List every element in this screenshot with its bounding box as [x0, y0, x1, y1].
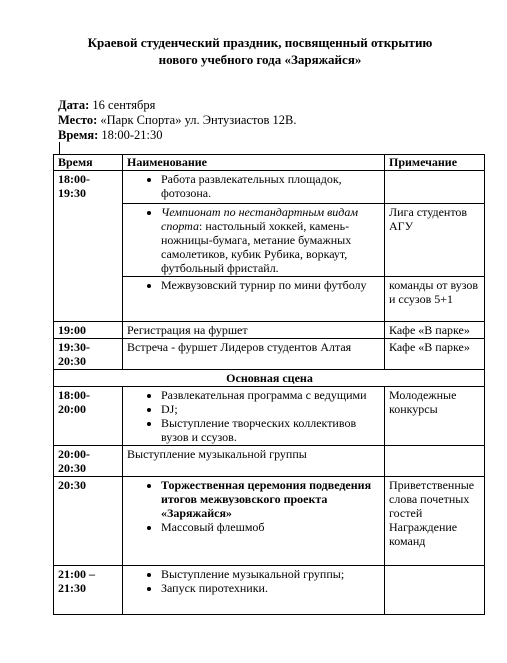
- list-item: • Развлекательная программа с ведущими: [161, 388, 381, 402]
- document-title: [40, 34, 480, 68]
- table-row: [54, 477, 485, 566]
- item-rest-part: : настольный хоккей, камень-ножницы-бумага, метание бумажных самолетиков, кубик Рубика, воркаут, футбольный фристайл.: [161, 219, 352, 275]
- time-cell: 21:00 – 21:30: [54, 566, 123, 615]
- time-cell: 18:00- 20:00: [54, 387, 123, 446]
- text-cursor: [59, 142, 60, 154]
- name-cell: [123, 566, 385, 615]
- date-value: 16 сентября: [89, 98, 156, 112]
- item-italic-part: Чемпионат по нестандартным видам спорта: [161, 205, 359, 233]
- place-label: Место:: [58, 113, 98, 127]
- time-cell: 20:30: [54, 477, 123, 566]
- note-cell: Кафе «В парке»: [385, 322, 485, 339]
- event-info: [58, 98, 297, 143]
- time-label: Время:: [58, 128, 99, 142]
- table-row: [54, 566, 485, 615]
- list-item: • Массовый флешмоб: [161, 520, 381, 534]
- header-note: Примечание: [385, 155, 485, 171]
- note-cell: Кафе «В парке»: [385, 339, 485, 370]
- list-item: • Выступление музыкальной группы;: [161, 567, 381, 581]
- name-cell: [123, 477, 385, 566]
- title-line-2: нового учебного года «Заряжайся»: [158, 52, 362, 67]
- note-cell: [385, 566, 485, 615]
- time-cell: 18:00- 19:30: [54, 171, 123, 322]
- place-value: «Парк Спорта» ул. Энтузиастов 12В.: [97, 113, 297, 127]
- table-row: [54, 171, 485, 204]
- time-line: [58, 128, 297, 143]
- name-cell: [123, 387, 385, 446]
- list-item: • Запуск пиротехники.: [161, 581, 381, 595]
- section-row: [54, 370, 485, 387]
- date-line: [58, 98, 297, 113]
- schedule-table: [53, 154, 485, 615]
- name-cell: [123, 204, 385, 277]
- date-label: Дата:: [58, 98, 90, 112]
- name-cell: Выступление музыкальной группы: [123, 446, 385, 477]
- place-line: [58, 113, 297, 128]
- list-item: [161, 205, 381, 275]
- time-cell: 19:00: [54, 322, 123, 339]
- name-cell: Регистрация на фуршет: [123, 322, 385, 339]
- note-cell: Молодежные конкурсы: [385, 387, 485, 446]
- header-name: Наименование: [123, 155, 385, 171]
- list-item: • Выступление творческих коллективов вузов и ссузов.: [161, 416, 381, 444]
- note-cell: [385, 171, 485, 204]
- name-cell: [123, 171, 385, 204]
- time-cell: 19:30- 20:30: [54, 339, 123, 370]
- list-item: • Торжественная церемония подведения итогов межвузовского проекта «Заряжайся»: [161, 478, 381, 520]
- table-row: [54, 446, 485, 477]
- header-time: Время: [54, 155, 123, 171]
- table-row: [54, 387, 485, 446]
- table-header-row: [54, 155, 485, 171]
- name-cell: [123, 277, 385, 322]
- note-cell: [385, 446, 485, 477]
- name-cell: Встреча - фуршет Лидеров студентов Алтая: [123, 339, 385, 370]
- title-line-1: Краевой студенческий праздник, посвященный открытию: [87, 35, 433, 50]
- note-cell: Приветственные слова почетных гостей Награждение команд: [385, 477, 485, 566]
- section-heading: Основная сцена: [54, 370, 485, 387]
- list-item: • Работа развлекательных площадок, фотозона.: [161, 172, 381, 200]
- list-item: • Межвузовский турнир по мини футболу: [161, 278, 381, 292]
- note-cell: команды от вузов и ссузов 5+1: [385, 277, 485, 322]
- list-item: • DJ;: [161, 402, 381, 416]
- time-value: 18:00-21:30: [98, 128, 163, 142]
- time-cell: 20:00- 20:30: [54, 446, 123, 477]
- table-row: [54, 322, 485, 339]
- table-row: [54, 339, 485, 370]
- note-cell: Лига студентов АГУ: [385, 204, 485, 277]
